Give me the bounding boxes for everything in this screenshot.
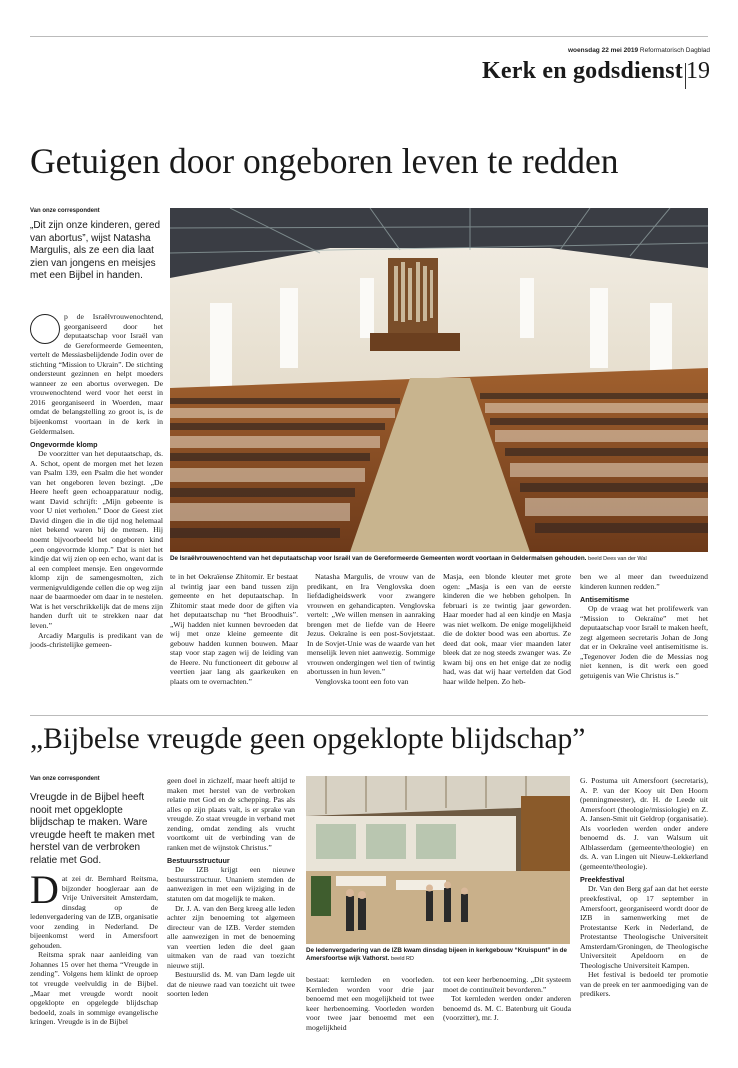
article1-subhead-2: Antisemitisme bbox=[580, 595, 630, 605]
article1-photo-caption: De Israëlvrouwenochtend van het deputaatschap voor Israël van de Gereformeerde Gemeenten wordt voortaan in Geldermalsen gehouden. beeld Dees van der Wal bbox=[170, 555, 647, 562]
article2-photo-caption: De ledenvergadering van de IZB kwam dinsdag bijeen in kerkgebouw “Kruispunt” in de Amersfoortse wijk Vathorst. beeld RD bbox=[306, 947, 568, 962]
article2-headline: „Bijbelse vreugde geen opgeklopte blijdschap” bbox=[30, 723, 586, 755]
article2-col4: tot een keer herbenoeming. „Dit systeem moet de continuïteit bevorderen.” Tot kernleden werden onder anderen benoemd ds. M. C. Batenburg uit Gouda (voorzitter), mr. J. bbox=[443, 975, 571, 1023]
article1-correspondent: Van onze correspondent bbox=[30, 208, 100, 214]
article1-subhead-1: Ongevormde klomp bbox=[30, 440, 98, 450]
section-title: Kerk en godsdienst bbox=[482, 58, 683, 84]
church-interior-photo bbox=[170, 208, 708, 552]
article2-correspondent: Van onze correspondent bbox=[30, 776, 100, 782]
article2-col3: bestaat: kernleden en voorleden. Kernleden worden voor drie jaar benoemd met een mogelijkheid tot twee keer herbenoeming. Voorleden worden voor twee jaar benoemd met een mogelijkheid bbox=[306, 975, 434, 1032]
article1-col1-p3: Arcadiy Margulis is predikant van de joods-christelijke gemeen- bbox=[30, 630, 163, 650]
article1-col5: ben we al meer dan tweeduizend kinderen kunnen redden.” Antisemitisme Op de vraag wat het prolifewerk van “Mission to Oekraïne” met het deputaatschap voor Israël te maken heeft, zegt algemeen secretaris Johan de Jong dat er in Oekraïne veel antisemitisme is. „Tegenover Joden die de Messias nog niet kennen, is dit werk een goed getuigenis van Wie Christus is.” bbox=[580, 572, 708, 680]
article1-intro: p de Israëlvrouwenochtend, georganiseerd door het deputaatschap voor Israël van de Gereformeerde Gemeenten, vertelt de Messiasbelijdende Jodin over de stichting “Mission to Ukrain”. De stichting ondersteunt gezinnen en helpt moeders wanneer ze een abortus overwegen. De vrouwenochtend werd voor het eerst in 2016 georganiseerd in Woerden, maar omdat de belangstelling zo groot is, is de bijeenkomst voortaan in de kerk in Geldermalsen. bbox=[30, 312, 163, 436]
page-number: 19 bbox=[686, 58, 710, 84]
meeting-photo-drawing bbox=[306, 776, 570, 944]
meeting-photo bbox=[306, 776, 570, 944]
article2-col5: G. Postuma uit Amersfoort (secretaris), A. P. van der Kooy uit Den Hoorn (penningmeester), dr. H. de Leede uit Amersfoort (theologie/missiologie) en Z. A. Jansen-Smit uit Geldrop (organisatie). Als voorleden werden onder andere benoemd ds. J. van Walsum uit Alblasserdam (gemeente/theologie) en ds. A. van Lingen uit Nieuw-Lekkerland (gemeente/theologie). Preekfestival Dr. Van den Berg gaf aan dat het eerste preekfestival, op 17 september in Amersfoort, georganiseerd wordt door de IZB in samenwerking met de Protestantse Kerk in Nederland, de Protestantse Theologische Universiteit Amsterdam/Groningen, de Theologische Universiteit Apeldoorn en de Theologische Universiteit Kampen. Het festival is bedoeld ter promotie van de preek en ter aanmoediging van de predikers. bbox=[580, 776, 708, 999]
article1-col4: Masja, een blonde kleuter met grote ogen: „Masja is een van de eerste kinderen die we hebben geholpen. In februari is ze twintig jaar geworden. Haar moeder had al een kindje en Masja was niet welkom. De enige mogelijkheid die de dokter bood was een abortus. Ze deed dat ook, maar vier maanden later bleek dat ze nog steeds zwanger was. Ze kwam bij ons en het enige dat ze nodig had, was dat wij haar vertelden dat God haar wilde helpen. Zo heb- bbox=[443, 572, 571, 687]
dropcap-circle bbox=[30, 314, 60, 344]
article2-subhead-1: Bestuursstructuur bbox=[167, 856, 230, 866]
dateline: woensdag 22 mei 2019 Reformatorisch Dagblad bbox=[568, 47, 710, 54]
article2-dropcap: D bbox=[30, 867, 59, 912]
top-rule bbox=[30, 36, 708, 37]
article2-photo-credit: beeld RD bbox=[391, 956, 414, 962]
article-divider bbox=[30, 715, 708, 716]
article1-lead: „Dit zijn onze kinderen, gered van abortus”, wijst Natasha Margulis, als ze een dia laat zien van jongens en meisjes met een Bijbel in handen. bbox=[30, 220, 161, 281]
church-photo-drawing bbox=[170, 208, 708, 552]
article1-col3: Natasha Margulis, de vrouw van de predikant, en Ira Venglovska doen liefdadigheidswerk voor zwangere vrouwen en gehandicapten. Venglovska vertelt: „We willen mensen in aanraking brengen met de liefde van de Heere Jezus. Oekraïne is een post-Sovjetstaat. In de Sovjet-Unie was de waarde van het menselijk leven niet aanwezig. Sommige vrouwen ondergingen wel tien of twintig abortussen in hun leven.” Venglovska toont een foto van bbox=[307, 572, 435, 687]
article2-lead: Vreugde in de Bijbel heeft nooit met opgeklopte blijdschap te maken. Ware vreugde heeft te maken met herstel van de verbroken relatie met God. bbox=[30, 792, 155, 866]
article2-col2: geen doel in zichzelf, maar heeft altijd te maken met herstel van de verbroken relatie met God en de schepping. Pas als alles op zijn plaats valt, is er sprake van vreugde. Zo staat vreugde in verband met zending, omdat zending als vrucht voortkomt uit de verbinding van de ranken met de wijnstok Christus.” Bestuursstructuur De IZB krijgt een nieuwe bestuursstructuur. Unaniem stemden de aanwezigen in met een wijziging in de statuten om dat mogelijk te maken. Dr. J. A. van den Berg kreeg alle leden achter zijn benoeming tot algemeen directeur van de IZB. Verder stemden alle aanwezigen in met de benoeming van veertien leden die deel gaan uitmaken van de raad van toezicht nieuwe stijl. Bestuurslid ds. M. van Dam legde uit dat de nieuwe raad van toezicht uit twee soorten leden bbox=[167, 776, 295, 999]
article2-col1: Dat zei dr. Bernhard Reitsma, bijzonder hoogleraar aan de Vrije Universiteit Amsterdam, dinsdag op de ledenvergadering van de IZB, organisatie voor zending in Nederland. De bijeenkomst werd in Amersfoort gehouden. Reitsma sprak naar aanleiding van Johannes 15 over het thema “Vreugde in zending”. Volgens hem klinkt de oproep tot vreugde veelvuldig in de Bijbel. „Maar met vreugde wordt nooit opgeklopte en opgelegde blijdschap bedoeld, zoals in sommige evangelische kringen. Vreugde is in de Bijbel bbox=[30, 867, 158, 1027]
article1-col1 bbox=[30, 312, 163, 650]
article2-subhead-2: Preekfestival bbox=[580, 875, 625, 885]
article1-col1-p2: De voorzitter van het deputaatschap, ds. A. Schot, opent de morgen met het lezen van Psalm 139, een Psalm die het wonder van het ongeboren leven bezingt. „De Heere heeft geen echoapparatuur nodig, want David schrijft: „Mijn gebeente is voor U niet verholen.” Door de Geest ziet David dingen die in die tijd nog helemaal niet bekend waren bij de mensen. Hij noemt bijvoorbeeld het ongeboren kind „een ongevormde klomp.” Dat is niet het kindje dat wij zien op een echo, want dat is al een compleet mensje. Een ongevormde klomp zijn de samengesmolten, zich vermenigvuldigende cellen die op weg zijn naar de baarmoeder om daar in te nestelen. Wat is het verschrikkelijk dat de mens zijn handen durft uit te strekken naar dat leven.” bbox=[30, 449, 163, 630]
article1-headline: Getuigen door ongeboren leven te redden bbox=[30, 141, 619, 181]
article1-photo-credit: beeld Dees van der Wal bbox=[588, 556, 647, 562]
article1-col2: te in het Oekraïense Zhitomir. Er bestaat al twintig jaar een band tussen zijn gemeente en het deputaatschap. In Zhitomir staat mede door de giften via het deputaatschap nu “het Broodhuis”. „Wij hadden niet kunnen bevroeden dat wij met onze kleine gemeente dit gebouw hadden kunnen bouwen. Maar stap voor stap zagen wij de leiding van de Heere. Nu functioneert dit gebouw al veertien jaar lang als gaarkeuken en plaats om te overnachten.” bbox=[170, 572, 298, 687]
